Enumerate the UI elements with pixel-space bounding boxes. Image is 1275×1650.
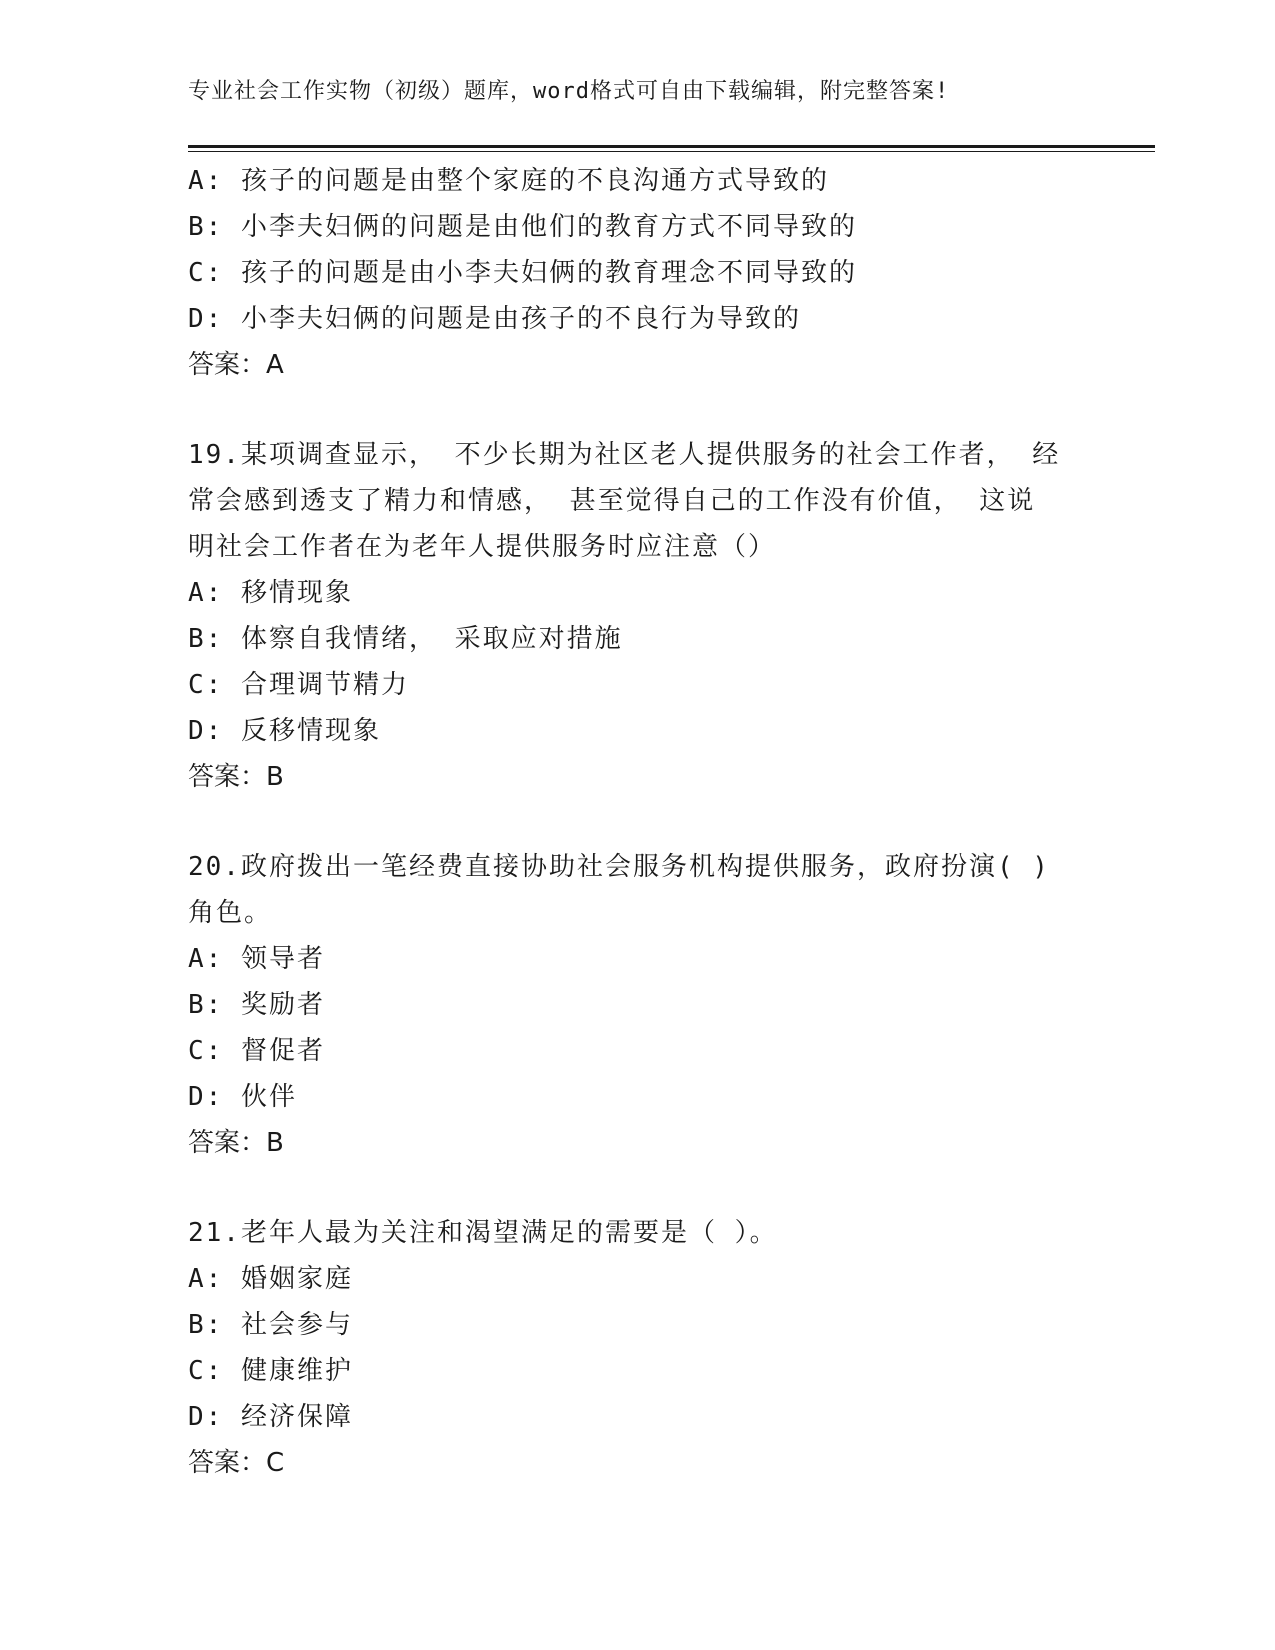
- option-a: A: 孩子的问题是由整个家庭的不良沟通方式导致的: [188, 166, 829, 196]
- answer-line: 答案：B: [188, 1128, 284, 1158]
- question-stem-line: 20.政府拨出一笔经费直接协助社会服务机构提供服务，政府扮演( ): [188, 852, 1050, 882]
- question-19: [188, 432, 1088, 800]
- question-21: [188, 1210, 1088, 1486]
- option-d: D: 伙伴: [188, 1082, 297, 1112]
- answer-line: 答案：B: [188, 762, 284, 792]
- question-18: [188, 158, 1088, 388]
- question-20: [188, 844, 1088, 1166]
- answer-line: 答案：C: [188, 1448, 285, 1478]
- option-b: B: 社会参与: [188, 1310, 353, 1340]
- option-d: D: 小李夫妇俩的问题是由孩子的不良行为导致的: [188, 304, 801, 334]
- question-stem-line: 常会感到透支了精力和情感， 甚至觉得自己的工作没有价值， 这说: [188, 486, 1036, 516]
- option-b: B: 小李夫妇俩的问题是由他们的教育方式不同导致的: [188, 212, 857, 242]
- question-stem-line: 明社会工作者在为老年人提供服务时应注意（）: [188, 532, 777, 562]
- option-c: C: 孩子的问题是由小李夫妇俩的教育理念不同导致的: [188, 258, 857, 288]
- option-a: A: 移情现象: [188, 578, 353, 608]
- option-b: B: 体察自我情绪， 采取应对措施: [188, 624, 623, 654]
- option-a: A: 领导者: [188, 944, 325, 974]
- option-b: B: 奖励者: [188, 990, 325, 1020]
- header-rule-thin: [188, 151, 1155, 152]
- option-c: C: 健康维护: [188, 1356, 353, 1386]
- option-c: C: 督促者: [188, 1036, 325, 1066]
- option-d: D: 反移情现象: [188, 716, 381, 746]
- option-d: D: 经济保障: [188, 1402, 353, 1432]
- answer-line: 答案：A: [188, 350, 284, 380]
- question-list: [188, 158, 1088, 1486]
- question-stem-line: 角色。: [188, 898, 273, 928]
- page-header: 专业社会工作实物（初级）题库，word格式可自由下载编辑，附完整答案!: [188, 79, 950, 104]
- option-a: A: 婚姻家庭: [188, 1264, 353, 1294]
- question-stem-line: 21.老年人最为关注和渴望满足的需要是（ ）。: [188, 1218, 778, 1248]
- option-c: C: 合理调节精力: [188, 670, 409, 700]
- header-rule-thick: [188, 145, 1155, 148]
- question-stem-line: 19.某项调查显示， 不少长期为社区老人提供服务的社会工作者， 经: [188, 440, 1061, 470]
